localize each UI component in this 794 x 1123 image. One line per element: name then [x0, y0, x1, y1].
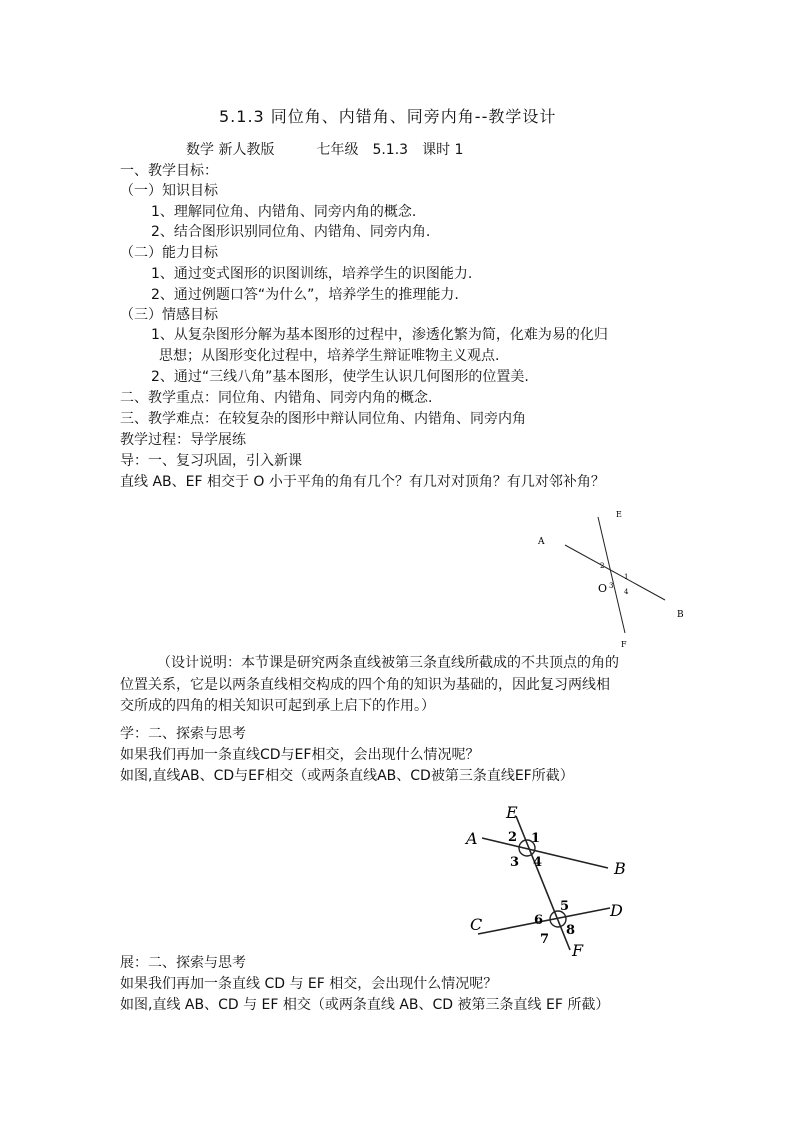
design-note-line1: （设计说明：本节课是研究两条直线被第三条直线所截成的不共顶点的角的 [157, 655, 619, 671]
angle-7-label: 7 [540, 932, 550, 947]
subsection-ability-goals: （二）能力目标 [120, 245, 218, 261]
angle-1-label: 1 [624, 573, 629, 581]
line-ab [482, 838, 608, 868]
section-teaching-goals: 一、教学目标： [120, 163, 218, 179]
ability-goal-2: 2、通过例题口答“为什么”，培养学生的推理能力. [151, 287, 459, 303]
angle-6-label: 6 [534, 913, 544, 928]
point-e-label: E [616, 510, 622, 519]
emotion-goal-1-line1: 1、从复杂图形分解为基本图形的过程中，渗透化繁为简，化难为易的化归 [151, 327, 608, 343]
point-e-label: E [506, 803, 518, 822]
show-step-heading: 展：二、探索与思考 [120, 955, 246, 971]
point-c-label: C [470, 915, 483, 934]
point-f-label: F [572, 941, 584, 960]
ability-goal-1: 1、通过变式图形的识图训练，培养学生的识图能力. [151, 266, 473, 282]
design-note-line2: 位置关系，它是以两条直线相交构成的四个角的知识为基础的，因此复习两线相 [120, 677, 610, 693]
section-difficulties: 三、教学难点：在较复杂的图形中辩认同位角、内错角、同旁内角 [120, 411, 526, 427]
line-ef [598, 517, 625, 633]
document-title: 5.1.3 同位角、内错角、同旁内角--教学设计 [219, 107, 557, 126]
guide-step-heading: 导：一、复习巩固，引入新课 [120, 453, 302, 469]
point-o-label: O [598, 582, 608, 595]
knowledge-goal-2: 2、结合图形识别同位角、内错角、同旁内角. [151, 224, 431, 240]
point-b-label: B [614, 859, 626, 878]
review-question: 直线 AB、EF 相交于 O 小于平角的角有几个？有几对对顶角？有几对邻补角？ [120, 474, 605, 490]
section-key-points: 二、教学重点：同位角、内错角、同旁内角的概念. [120, 390, 433, 406]
angle-1-label: 1 [531, 831, 541, 846]
course-meta: 数学 新人教版 七年级 5.1.3 课时 1 [186, 142, 464, 158]
emotion-goal-1-line2: 思想；从图形变化过程中，培养学生辩证唯物主义观点. [159, 348, 500, 364]
angle-2-label: 2 [508, 830, 518, 845]
subsection-emotion-goals: （三）情感目标 [120, 307, 218, 323]
learn-figure-caption: 如图,直线AB、CD与EF相交（或两条直线AB、CD被第三条直线EF所截） [120, 768, 574, 784]
angle-2-label: 2 [600, 562, 605, 570]
knowledge-goal-1: 1、理解同位角、内错角、同旁内角的概念. [151, 204, 417, 220]
learn-question: 如果我们再加一条直线CD与EF相交，会出现什么情况呢？ [120, 747, 480, 763]
line-ef [516, 816, 570, 950]
angle-5-label: 5 [560, 899, 570, 914]
show-figure-caption: 如图,直线 AB、CD 与 EF 相交（或两条直线 AB、CD 被第三条直线 EF 所截） [120, 997, 610, 1013]
design-note-line3: 交所成的四角的相关知识可起到承上启下的作用。） [120, 698, 435, 714]
angle-3-label: 3 [510, 855, 520, 870]
point-f-label: F [621, 640, 627, 649]
learn-step-heading: 学：二、探索与思考 [120, 726, 246, 742]
intersecting-lines-figure [530, 505, 690, 650]
angle-3-label: 3 [609, 582, 614, 590]
point-b-label: B [677, 610, 684, 620]
subsection-knowledge-goals: （一）知识目标 [120, 183, 218, 199]
point-a-label: A [538, 537, 545, 547]
point-d-label: D [610, 901, 623, 920]
angle-4-label: 4 [533, 855, 543, 870]
line-cd [478, 908, 610, 934]
show-question: 如果我们再加一条直线 CD 与 EF 相交，会出现什么情况呢？ [120, 976, 498, 992]
three-lines-eight-angles-figure [460, 800, 640, 960]
teaching-process: 教学过程：导学展练 [120, 432, 246, 448]
emotion-goal-2: 2、通过“三线八角”基本图形，使学生认识几何图形的位置美. [151, 369, 529, 385]
angle-8-label: 8 [566, 923, 576, 938]
point-a-label: A [466, 829, 478, 848]
angle-4-label: 4 [624, 588, 629, 596]
